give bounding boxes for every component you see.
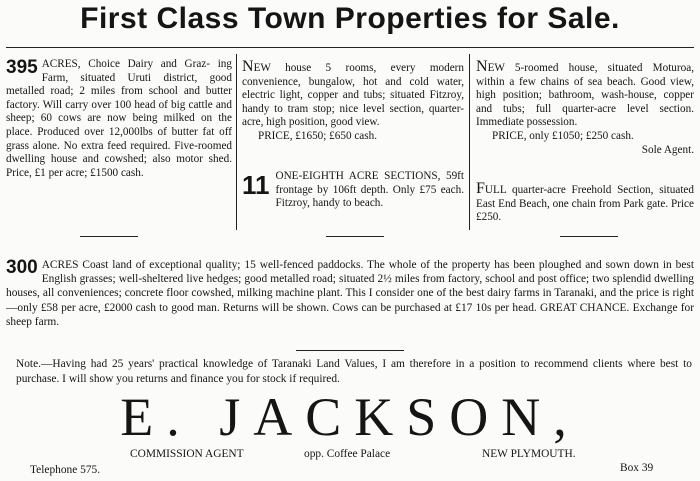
- wide-ad-body: ACRES Coast land of exceptional quality; 15 well-fenced paddocks. The whole of the property has been ploughed and sown down in best English grasses; well-sheltered live hedges; good metalled road; situated 2½ miles from factory, school and post office; two splendid dwelling houses, all conveniences; concrete floor cowshed, milking machine plant. This I consider one of the best dairy farms in Taranaki, and the price is right—only £58 per acre, £2000 cash to good man. Returns will be shown. Cows can be purchased at £17 10s per head. GREAT CHANCE. Exchange for sheep farm.: [6, 259, 694, 328]
- middle-ad-1-cap: N: [242, 58, 254, 75]
- right-ad-2: [476, 182, 694, 225]
- column-divider-1: [236, 54, 237, 230]
- footer-role: COMMISSION AGENT: [130, 448, 244, 460]
- footer-address: opp. Coffee Palace: [304, 448, 391, 460]
- left-ad: [6, 58, 232, 180]
- right-ad-1: [476, 60, 694, 157]
- wide-ad-number: 300: [6, 257, 38, 278]
- footer-telephone: Telephone 575.: [30, 464, 101, 476]
- right-ad-1-price: PRICE, only £1050; £250 cash.: [492, 129, 634, 142]
- headline: First Class Town Properties for Sale.: [80, 2, 620, 35]
- middle-ad-1: [242, 60, 464, 144]
- column-divider-2: [469, 54, 470, 230]
- footer-box: Box 39: [620, 462, 654, 474]
- separator-middle: [326, 236, 384, 237]
- wide-ad: [6, 258, 694, 329]
- advertiser-name: E. JACKSON,: [120, 387, 580, 447]
- right-ad-1-body: EW 5-roomed house, situated Moturoa, within a few chains of sea beach. Good view, high position; bathroom, wash-house, copper and tubs; full quarter-acre level section. Immediate possession.: [476, 62, 694, 129]
- footer-town: NEW PLYMOUTH.: [482, 448, 576, 460]
- right-ad-1-agent: Sole Agent.: [641, 143, 694, 156]
- middle-ad-1-body: EW house 5 rooms, every modern convenience, bungalow, hot and cold water, electric light, copper and tubs; situated Fitzroy, handy to tram stop; nice level section, quarter-acre, high position, good view.: [242, 62, 464, 129]
- middle-ad-2-body: ONE-EIGHTH ACRE SECTIONS, 59ft frontage by 106ft depth. Only £75 each. Fitzroy, handy to beach.: [275, 170, 464, 210]
- top-rule: [6, 47, 694, 48]
- middle-ad-2-number: 11: [242, 170, 270, 200]
- right-ad-1-cap: N: [476, 58, 488, 75]
- separator-note: [296, 350, 404, 351]
- separator-right: [560, 236, 618, 237]
- right-ad-2-body: ULL quarter-acre Freehold Section, situated East End Beach, one chain from Park gate. Price £250.: [476, 184, 694, 224]
- left-ad-number: 395: [6, 57, 38, 78]
- left-ad-body: ing Farm, situated Uruti district, good metalled road; 2 miles from school and butter factory. Will carry over 100 head of big cattle and sheep; 60 cows are now being milked on the place. Produced over 12,000lbs of butter fat off grass alone. No extra feed required. Five-roomed dwelling house and cowshed; also motor shed. Price, £1 per acre; £1500 cash.: [6, 58, 232, 179]
- left-ad-first-line: ACRES, Choice Dairy and Graz-: [41, 58, 211, 70]
- separator-left: [80, 236, 138, 237]
- middle-ad-1-price: PRICE, £1650; £650 cash.: [258, 129, 378, 142]
- note: Note.—Having had 25 years' practical knowledge of Taranaki Land Values, I am therefore in a position to recommend clients where best to purchase. I will show you returns and finance you for stock if required.: [16, 358, 692, 385]
- middle-ad-2: [242, 170, 464, 211]
- right-ad-2-cap: F: [476, 180, 485, 197]
